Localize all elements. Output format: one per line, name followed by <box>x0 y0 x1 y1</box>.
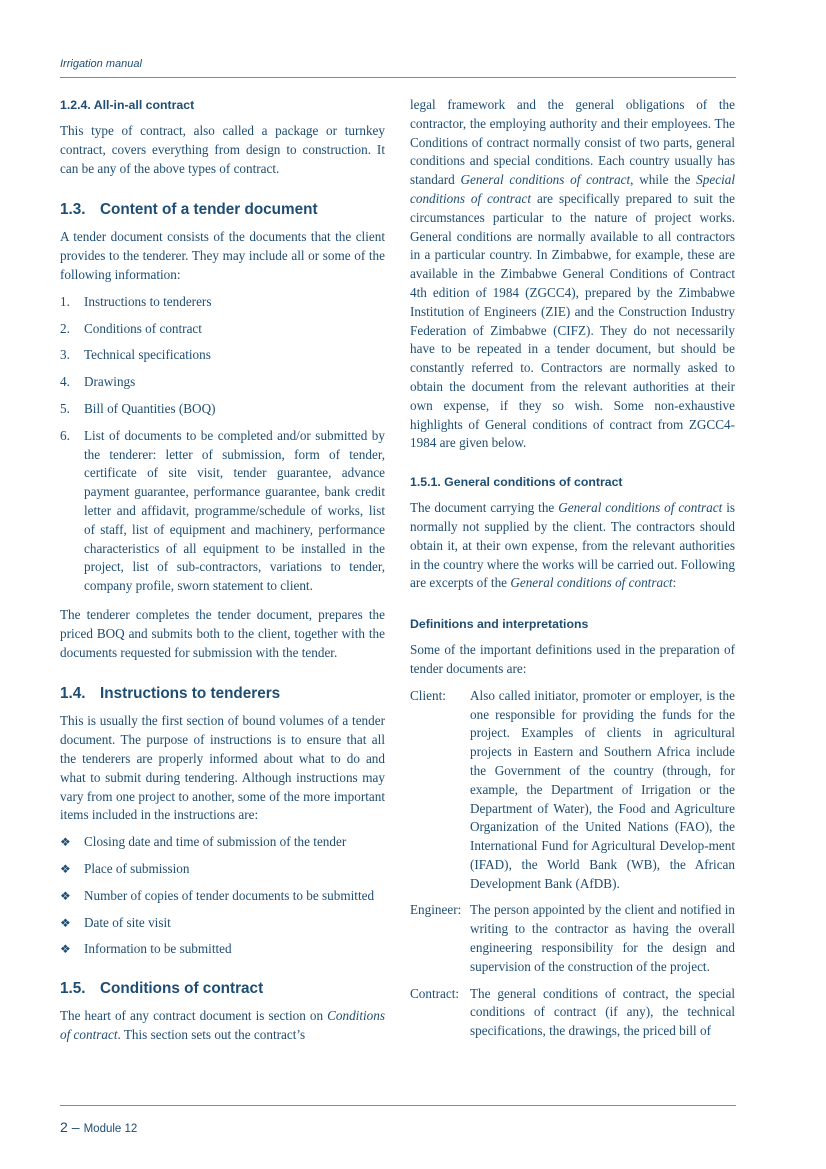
definitions-intro: Some of the important definitions used in the preparation of tender documents are: <box>410 642 735 676</box>
section-1-2-4-paragraph: This type of contract, also called a package or turnkey contract, covers everything from design to construction. It can be any of the above types of contract. <box>60 123 385 176</box>
page-footer <box>60 1119 137 1137</box>
conditions-paragraph: legal framework and the general obligations of the contractor, the employing authority and their employees. The Conditions of contract normally consist of two parts, general conditions and special conditions. Each country usually has standard General conditions of contract, while the Special conditions of contract are specifically prepared to suit the circumstances particular to the nature of project works. General conditions are normally available to all contractors in a particular country. In Zimbabwe, for example, these are available in the Zimbabwe General Conditions of Contract 4th edition of 1984 (ZGCC4), prepared by the Zimbabwe Institution of Engineers (ZIE) and the Construction Industry Federation of Zimbabwe (CIFZ). They do not necessarily have to be repeated in a tender document, but should be constantly referred to. Contractors are normally asked to obtain the document from the relevant authorities at their own expense, if they so wish. Some non-exhaustive highlights of General conditions of contract from ZGCC4-1984 are given below. <box>410 97 735 451</box>
definition-term: Client: <box>410 687 446 703</box>
footer-rule <box>60 1105 736 1106</box>
header-rule <box>60 77 736 78</box>
list-item: 6. List of documents to be completed and/or submitted by the tenderer: letter of submission, form of tender, certificate of site visit, tender guarantee, advance payment guarantee, performance guarantee, bank credit letter and affidavit, programme/schedule of works, list of staff, list of equipment and machinery, performance characteristics of all equipment to be installed in the project, list of sub-contractors, variations to tender, company profile, sworn statement to client. <box>60 427 385 594</box>
footer-separator: – <box>71 1119 80 1135</box>
definition-term: Contract: <box>410 985 460 1001</box>
instructions-bullet-list <box>60 833 385 959</box>
definition-contract <box>410 985 735 1041</box>
definition-client <box>410 687 735 894</box>
definition-engineer <box>410 901 735 976</box>
section-1-3-number: 1.3. <box>60 201 86 219</box>
definition-term: Engineer: <box>410 902 462 918</box>
definitions-heading: Definitions and interpretations <box>410 617 589 632</box>
list-item: ❖ Number of copies of tender documents to be submitted <box>60 887 385 906</box>
list-item: 1. Instructions to tenderers <box>60 293 212 309</box>
list-item: 3. Technical specifications <box>60 347 211 363</box>
running-header: Irrigation manual <box>60 58 142 70</box>
list-item: 4. Drawings <box>60 374 136 390</box>
page-number: 2 <box>60 1119 68 1135</box>
bullet-icon: ❖ <box>60 888 71 903</box>
bullet-icon: ❖ <box>60 835 71 850</box>
list-item: 2. Conditions of contract <box>60 320 202 336</box>
section-1-4-number: 1.4. <box>60 685 86 703</box>
bullet-icon: ❖ <box>60 861 71 876</box>
section-1-4-heading <box>60 684 385 704</box>
section-1-5-title: Conditions of contract <box>100 980 264 998</box>
list-item: ❖ Closing date and time of submission of the tender <box>60 833 385 852</box>
left-column <box>60 96 385 1045</box>
tender-contents-list <box>60 293 385 596</box>
list-item: ❖ Place of submission <box>60 860 385 879</box>
list-item: ❖ Date of site visit <box>60 914 385 933</box>
module-label: Module 12 <box>83 1123 138 1135</box>
right-column <box>410 96 735 1041</box>
section-1-5-number: 1.5. <box>60 980 86 998</box>
section-1-5-paragraph: The heart of any contract document is section on Conditions of contract. This section sets out the contract’s <box>60 1008 385 1042</box>
section-1-3-heading <box>60 200 385 220</box>
bullet-icon: ❖ <box>60 942 71 957</box>
section-1-2-4-heading: 1.2.4. All-in-all contract <box>60 98 195 112</box>
definition-text: The general conditions of contract, the special conditions of contract (if any), the technical specifications, the drawings, the priced bill of <box>470 985 735 1039</box>
section-1-4-title: Instructions to tenderers <box>100 685 281 703</box>
section-1-5-1-paragraph: The document carrying the General conditions of contract is normally not supplied by the client. The contractors should obtain it, at their own expense, from the relevant authorities in the country where the works will be carried out. Following are excerpts of the General conditions of contract: <box>410 500 735 591</box>
section-1-3-closing-paragraph: The tenderer completes the tender document, prepares the priced BOQ and submits both to the client, together with the documents requested for submission with the tender. <box>60 606 385 660</box>
bullet-icon: ❖ <box>60 915 71 930</box>
section-1-4-paragraph: This is usually the first section of bound volumes of a tender document. The purpose of instructions is to ensure that all the tenderers are properly informed about what to do and what to submit during tendering. Although instructions may vary from one project to another, some of the more important items included in the instructions are: <box>60 713 385 823</box>
section-1-3-title: Content of a tender document <box>100 201 318 219</box>
definition-text: Also called initiator, promoter or employer, is the one responsible for providing the funds for the project. Examples of clients in agricultural projects in Eastern and Southern Africa include the Government of the country (through, for example, the Department of Irrigation or the Department of Water), the Food and Agriculture Organization of the United Nations (FAO), the International Fund for Agricultural Develop-ment (IFAD), the World Bank (WB), the African Development Bank (AfDB). <box>470 687 735 891</box>
list-item: 5. Bill of Quantities (BOQ) <box>60 400 216 416</box>
section-1-5-1-heading: 1.5.1. General conditions of contract <box>410 475 623 490</box>
section-1-3-paragraph: A tender document consists of the documents that the client provides to the tenderer. They may include all or some of the following information: <box>60 229 385 282</box>
section-1-5-heading <box>60 979 385 999</box>
definition-text: The person appointed by the client and notified in writing to the contractor as having the overall engineering responsibility for the design and supervision of the construction of the project. <box>470 902 735 974</box>
list-item: ❖ Information to be submitted <box>60 940 385 959</box>
